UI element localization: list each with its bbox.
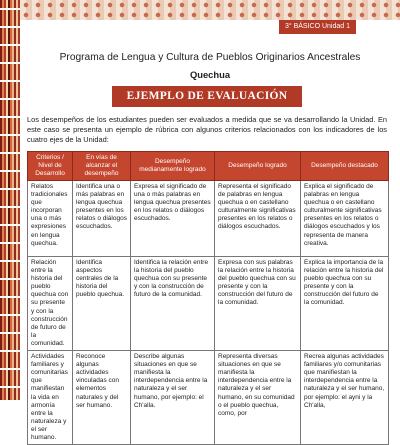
unit-badge: 3° BÁSICO Unidad 1 <box>279 20 356 34</box>
textile-pattern-icon <box>0 0 20 400</box>
header-criteria: Criterios / Nivel de Desarrollo <box>28 152 73 181</box>
table-cell: Explica la importancia de la relación entre la historia del pueblo quechua con su presente y con la construcción del futuro de la comunidad. <box>301 257 389 351</box>
header-level-2: Desempeño medianamente logrado <box>131 152 215 181</box>
header-level-3: Desempeño logrado <box>215 152 301 181</box>
table-cell: Expresa el significado de una o más palabras en lengua quechua presentes en los relatos o diálogos escuchados. <box>131 181 215 257</box>
table-cell: Representa el significado de palabras en lengua quechua o en castellano culturalmente significativas presentes en los relatos o diálogos escuchados. <box>215 181 301 257</box>
header-level-1: En vías de alcanzar el desempeño <box>73 152 131 181</box>
textile-band-icon <box>20 0 400 20</box>
table-cell: Expresa con sus palabras la relación entre la historia del pueblo quechua con su presente y con la construcción del futuro de la comunidad. <box>215 257 301 351</box>
table-cell: Describe algunas situaciones en que se manifiesta la interdependencia entre la naturaleza y el ser humano, por ejemplo: el Ch'alla. <box>131 351 215 445</box>
criterion-cell: Relación entre la historia del pueblo quechua con su presente y con la construcción de futuro de la comunidad. <box>28 257 73 351</box>
table-row <box>28 351 389 445</box>
table-cell: Identifica una o más palabras en lengua quechua presentes en los relatos o diálogos escuchados. <box>73 181 131 257</box>
table-cell: Reconoce algunas actividades vinculadas con elementos naturales y del ser humano. <box>73 351 131 445</box>
program-title: Programa de Lengua y Cultura de Pueblos Originarios Ancestrales <box>59 52 361 63</box>
table-cell: Explica el significado de palabras en lengua quechua o en castellano culturalmente significativas presentes en los relatos o diálogos escuchados y los representa de manera creativa. <box>301 181 389 257</box>
decorative-top-band <box>20 0 400 20</box>
table-row <box>28 257 389 351</box>
language-subtitle: Quechua <box>189 69 231 80</box>
header-level-4: Desempeño destacado <box>301 152 389 181</box>
table-cell: Recrea algunas actividades familiares y/o comunitarias que manifiestan la interdependencia entre la naturaleza y el ser humano, por ejemplo: el ayni y la Ch'alla, <box>301 351 389 445</box>
section-banner: EJEMPLO DE EVALUACIÓN <box>112 86 302 107</box>
table-row <box>28 181 389 257</box>
table-cell: Identifica aspectos centrales de la historia del pueblo quechua. <box>73 257 131 351</box>
rubric-header-row <box>28 152 389 181</box>
table-cell: Representa diversas situaciones en que se manifiesta la interdependencia entre la naturaleza y el ser humano, en su comunidad o el pueblo quechua, como, por <box>215 351 301 445</box>
decorative-side-border <box>0 0 20 400</box>
criterion-cell: Relatos tradicionales que incorporan una o más expresiones en lengua quechua. <box>28 181 73 257</box>
criterion-cell: Actividades familiares y comunitarias que manifiestan la vida en armonía entre la naturaleza y el ser humano. <box>28 351 73 445</box>
evaluation-rubric-table <box>27 151 389 445</box>
table-cell: Identifica la relación entre la historia del pueblo quechua con su presente y con la construcción de futuro de la comunidad. <box>131 257 215 351</box>
intro-paragraph: Los desempeños de los estudiantes pueden ser evaluados a medida que se va desarrollando la Unidad. En este caso se presenta un ejemplo de rúbrica con algunos criterios relacionados con los indicadores de los cuatro ejes de la Unidad: <box>27 115 387 144</box>
